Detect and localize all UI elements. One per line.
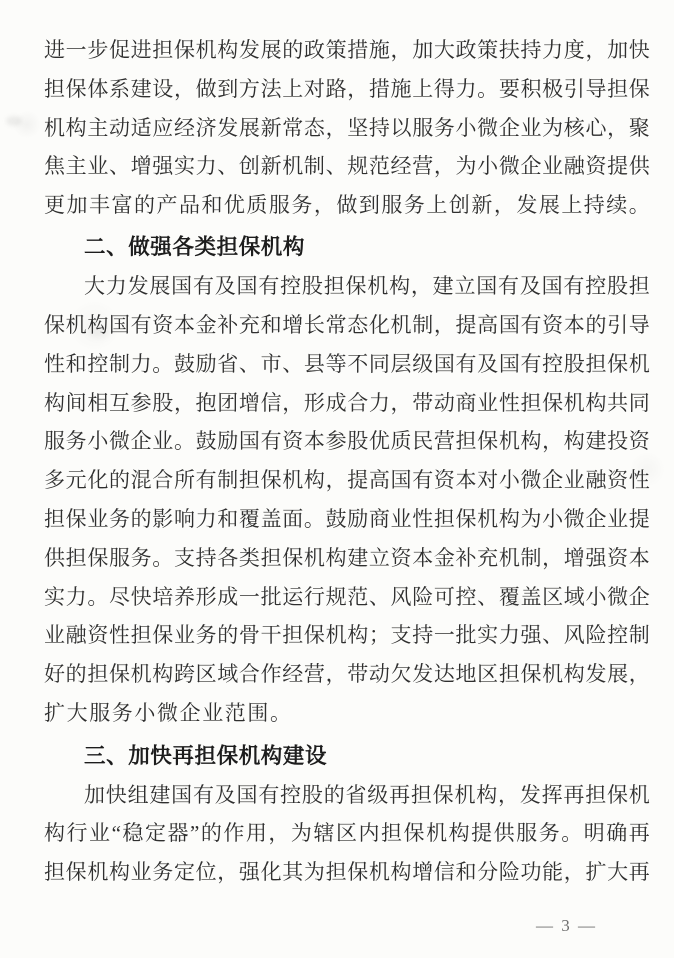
text-line: 供担保服务。支持各类担保机构建立资本金补充机制，增强资本	[44, 545, 650, 570]
text-line: 服务小微企业。鼓励国有资本参股优质民营担保机构，构建投资	[44, 429, 650, 454]
text-line: 担保业务的影响力和覆盖面。鼓励商业性担保机构为小微企业提	[44, 507, 650, 532]
text-line: 担保机构业务定位，强化其为担保机构增信和分险功能，扩大再	[44, 860, 650, 885]
text-line: 扩大服务小微企业范围。	[44, 701, 293, 726]
text-line: 构行业“稳定器”的作用，为辖区内担保机构提供服务。明确再	[44, 821, 650, 846]
text-line: 性和控制力。鼓励省、市、县等不同层级国有及国有控股担保机	[44, 351, 650, 376]
text-line: 焦主业、增强实力、创新机制、规范经营，为小微企业融资提供	[44, 154, 650, 179]
text-line: 机构主动适应经济发展新常态，坚持以服务小微企业为核心，聚	[44, 115, 650, 140]
page-number: — 3 —	[536, 916, 597, 936]
text-line: 进一步促进担保机构发展的政策措施，加大政策扶持力度，加快	[44, 38, 650, 62]
text-line: 担保体系建设，做到方法上对路，措施上得力。要积极引导担保	[44, 76, 650, 101]
text-line: 保机构国有资本金补充和增长常态化机制，提高国有资本的引导	[44, 313, 650, 338]
text-line: 大力发展国有及国有控股担保机构，建立国有及国有控股担	[84, 274, 650, 299]
text-line: 加快组建国有及国有控股的省级再担保机构，发挥再担保机	[84, 782, 650, 807]
text-line: 更加丰富的产品和优质服务，做到服务上创新，发展上持续。	[44, 193, 650, 218]
text-line: 多元化的混合所有制担保机构，提高国有资本对小微企业融资性	[44, 468, 650, 493]
section-heading-2: 二、做强各类担保机构	[84, 235, 306, 260]
section-heading-3: 三、加快再担保机构建设	[84, 743, 328, 768]
scan-smudge	[6, 116, 22, 126]
text-line: 业融资性担保业务的骨干担保机构；支持一批实力强、风险控制	[44, 623, 650, 648]
text-line: 好的担保机构跨区域合作经营，带动欠发达地区担保机构发展，	[44, 662, 650, 687]
text-line: 构间相互参股，抱团增信，形成合力，带动商业性担保机构共同	[44, 390, 650, 415]
text-line: 实力。尽快培养形成一批运行规范、风险可控、覆盖区域小微企	[44, 584, 650, 609]
